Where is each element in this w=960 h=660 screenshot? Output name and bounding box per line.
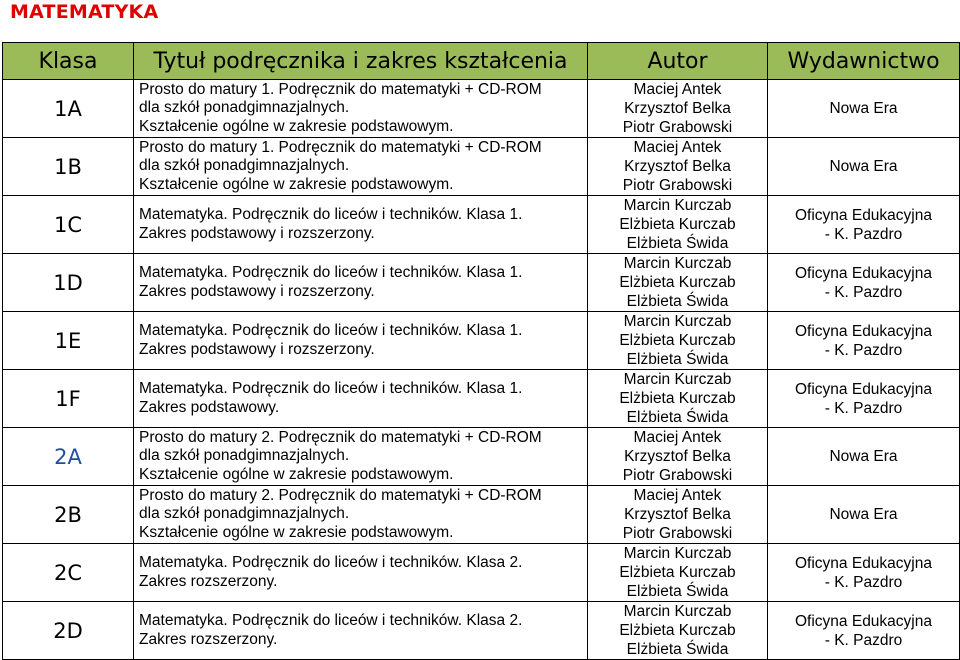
header-wydawnictwo: Wydawnictwo [768, 43, 960, 80]
cell-tytul-line: Prosto do matury 1. Podręcznik do matematyki + CD-ROM [139, 138, 542, 156]
cell-wydawnictwo-line: - K. Pazdro [824, 573, 903, 591]
cell-autor-line: Elżbieta Kurczab [619, 216, 736, 233]
cell-wydawnictwo-line: Oficyna Edukacyjna [795, 554, 932, 572]
cell-autor-line: Elżbieta Kurczab [619, 622, 736, 639]
cell-autor-line: Elżbieta Świda [626, 583, 729, 600]
cell-klasa: 1F [3, 370, 134, 428]
cell-autor-line: Maciej Antek [633, 429, 722, 446]
cell-wydawnictwo-line: Oficyna Edukacyjna [795, 264, 932, 282]
cell-autor [588, 486, 768, 544]
cell-autor-line: Elżbieta Świda [626, 351, 729, 368]
cell-autor [588, 138, 768, 196]
cell-tytul-line: dla szkół ponadgimnazjalnych. [139, 99, 350, 117]
cell-autor-line: Marcin Kurczab [623, 255, 732, 272]
cell-wydawnictwo-line: Oficyna Edukacyjna [795, 206, 932, 224]
cell-autor-line: Maciej Antek [633, 81, 722, 98]
table-row [3, 428, 960, 486]
page-title: MATEMATYKA [10, 1, 159, 23]
cell-tytul-line: Zakres rozszerzony. [139, 572, 278, 590]
cell-wydawnictwo-line: - K. Pazdro [824, 631, 903, 649]
header-tytul: Tytuł podręcznika i zakres kształcenia [134, 43, 588, 80]
cell-tytul-line: Kształcenie ogólne w zakresie podstawowym. [139, 117, 454, 135]
cell-autor [588, 370, 768, 428]
cell-wydawnictwo-line: Nowa Era [829, 158, 898, 175]
cell-autor [588, 602, 768, 660]
cell-autor-line: Krzysztof Belka [624, 158, 731, 175]
cell-tytul-line: Prosto do matury 1. Podręcznik do matematyki + CD-ROM [139, 80, 542, 98]
cell-wydawnictwo-line: Oficyna Edukacyjna [795, 380, 932, 398]
cell-tytul-line: Matematyka. Podręcznik do liceów i techników. Klasa 2. [139, 612, 523, 629]
table-row [3, 486, 960, 544]
cell-tytul [134, 544, 588, 602]
cell-wydawnictwo-line: Nowa Era [829, 506, 898, 523]
cell-wydawnictwo [768, 138, 960, 196]
cell-wydawnictwo [768, 544, 960, 602]
cell-wydawnictwo [768, 370, 960, 428]
cell-autor-line: Elżbieta Świda [626, 235, 729, 252]
cell-autor-line: Marcin Kurczab [623, 197, 732, 214]
cell-autor-line: Elżbieta Kurczab [619, 274, 736, 291]
cell-klasa: 2B [3, 486, 134, 544]
cell-klasa: 1D [3, 254, 134, 312]
cell-wydawnictwo-line: - K. Pazdro [824, 225, 903, 243]
table-row [3, 370, 960, 428]
cell-wydawnictwo-line: - K. Pazdro [824, 341, 903, 359]
cell-wydawnictwo [768, 196, 960, 254]
cell-tytul-line: dla szkół ponadgimnazjalnych. [139, 505, 350, 523]
cell-klasa: 1A [3, 80, 134, 138]
cell-autor-line: Elżbieta Świda [626, 641, 729, 658]
cell-tytul [134, 486, 588, 544]
cell-autor-line: Krzysztof Belka [624, 448, 731, 465]
cell-tytul-line: Kształcenie ogólne w zakresie podstawowym. [139, 523, 454, 541]
cell-wydawnictwo-line: Oficyna Edukacyjna [795, 322, 932, 340]
cell-tytul-line: Zakres rozszerzony. [139, 630, 278, 648]
cell-autor-line: Piotr Grabowski [622, 525, 733, 542]
cell-tytul-line: Zakres podstawowy i rozszerzony. [139, 224, 375, 242]
cell-autor [588, 80, 768, 138]
cell-autor-line: Maciej Antek [633, 487, 722, 504]
textbook-table [2, 42, 960, 660]
cell-wydawnictwo-line: - K. Pazdro [824, 399, 903, 417]
cell-autor-line: Elżbieta Kurczab [619, 390, 736, 407]
cell-tytul [134, 370, 588, 428]
cell-autor [588, 196, 768, 254]
cell-klasa: 1C [3, 196, 134, 254]
cell-autor-line: Elżbieta Kurczab [619, 564, 736, 581]
cell-autor [588, 312, 768, 370]
table-row [3, 602, 960, 660]
cell-autor-line: Krzysztof Belka [624, 100, 731, 117]
cell-klasa: 2D [3, 602, 134, 660]
cell-klasa: 2A [3, 428, 134, 486]
cell-tytul [134, 196, 588, 254]
cell-tytul [134, 138, 588, 196]
cell-autor-line: Krzysztof Belka [624, 506, 731, 523]
cell-autor-line: Marcin Kurczab [623, 603, 732, 620]
cell-tytul-line: Matematyka. Podręcznik do liceów i techników. Klasa 1. [139, 322, 523, 339]
cell-autor-line: Marcin Kurczab [623, 371, 732, 388]
header-autor: Autor [588, 43, 768, 80]
cell-tytul [134, 254, 588, 312]
cell-tytul-line: Prosto do matury 2. Podręcznik do matematyki + CD-ROM [139, 486, 542, 504]
table-header-row [3, 43, 960, 80]
table-row [3, 544, 960, 602]
cell-wydawnictwo [768, 254, 960, 312]
cell-autor-line: Elżbieta Świda [626, 293, 729, 310]
cell-wydawnictwo-line: Nowa Era [829, 448, 898, 465]
cell-tytul-line: Zakres podstawowy. [139, 398, 280, 416]
cell-tytul-line: dla szkół ponadgimnazjalnych. [139, 157, 350, 175]
cell-tytul-line: Zakres podstawowy i rozszerzony. [139, 282, 375, 300]
cell-autor-line: Elżbieta Świda [626, 409, 729, 426]
cell-autor-line: Marcin Kurczab [623, 545, 732, 562]
header-klasa: Klasa [3, 43, 134, 80]
cell-tytul-line: Kształcenie ogólne w zakresie podstawowym. [139, 465, 454, 483]
cell-tytul-line: Matematyka. Podręcznik do liceów i techników. Klasa 1. [139, 206, 523, 223]
cell-autor [588, 254, 768, 312]
cell-autor-line: Maciej Antek [633, 139, 722, 156]
table-row [3, 80, 960, 138]
table-row [3, 312, 960, 370]
cell-wydawnictwo-line: Nowa Era [829, 100, 898, 117]
cell-tytul [134, 80, 588, 138]
cell-tytul-line: dla szkół ponadgimnazjalnych. [139, 447, 350, 465]
cell-wydawnictwo [768, 312, 960, 370]
cell-tytul-line: Kształcenie ogólne w zakresie podstawowym. [139, 175, 454, 193]
cell-klasa: 1E [3, 312, 134, 370]
cell-wydawnictwo [768, 428, 960, 486]
cell-wydawnictwo [768, 80, 960, 138]
cell-tytul-line: Matematyka. Podręcznik do liceów i techników. Klasa 2. [139, 554, 523, 571]
cell-klasa: 1B [3, 138, 134, 196]
cell-tytul-line: Matematyka. Podręcznik do liceów i techników. Klasa 1. [139, 264, 523, 281]
cell-wydawnictwo-line: - K. Pazdro [824, 283, 903, 301]
table-row [3, 138, 960, 196]
cell-wydawnictwo-line: Oficyna Edukacyjna [795, 612, 932, 630]
cell-tytul [134, 428, 588, 486]
cell-klasa: 2C [3, 544, 134, 602]
cell-autor-line: Piotr Grabowski [622, 177, 733, 194]
cell-wydawnictwo [768, 486, 960, 544]
cell-tytul-line: Prosto do matury 2. Podręcznik do matematyki + CD-ROM [139, 428, 542, 446]
cell-autor-line: Piotr Grabowski [622, 119, 733, 136]
cell-autor-line: Elżbieta Kurczab [619, 332, 736, 349]
cell-tytul [134, 312, 588, 370]
cell-autor-line: Marcin Kurczab [623, 313, 732, 330]
table-body [3, 80, 960, 660]
table-row [3, 196, 960, 254]
cell-tytul-line: Zakres podstawowy i rozszerzony. [139, 340, 375, 358]
table-row [3, 254, 960, 312]
cell-autor [588, 544, 768, 602]
cell-autor [588, 428, 768, 486]
cell-tytul [134, 602, 588, 660]
cell-autor-line: Piotr Grabowski [622, 467, 733, 484]
cell-tytul-line: Matematyka. Podręcznik do liceów i techników. Klasa 1. [139, 380, 523, 397]
cell-wydawnictwo [768, 602, 960, 660]
